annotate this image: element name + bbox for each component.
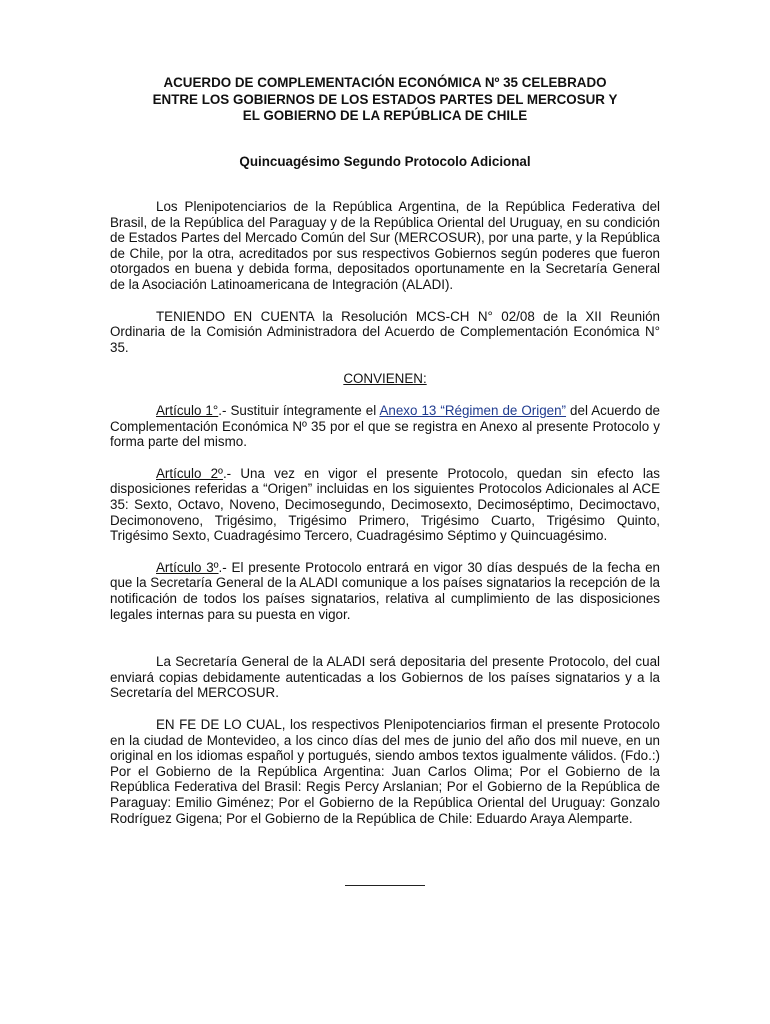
article-1-text-start: .- Sustituir íntegramente el (218, 403, 380, 419)
article-1-label: Artículo 1° (156, 403, 219, 419)
article-1-text-end: del Acuerdo de Complementación Económica Nº 35 por el que se registra en Anexo al presente Protocolo y forma parte del mismo. (110, 403, 661, 450)
article-1-paragraph (110, 403, 660, 450)
article-3-paragraph (110, 560, 660, 622)
article-2-paragraph (110, 466, 660, 544)
signature-paragraph: EN FE DE LO CUAL, los respectivos Plenipotenciarios firman el presente Protocolo en la ciudad de Montevideo, a los cinco días del mes de junio del año dos mil nueve, en un original en los idiomas español y portugués, siendo ambos textos igualmente válidos. (Fdo.:) Por el Gobierno de la República Argentina: Juan Carlos Olima; Por el Gobierno de la República Federativa del Brasil: Regis Percy Arslanian; Por el Gobierno de la República de Paraguay: Emilio Giménez; Por el Gobierno de la República Oriental del Uruguay: Gonzalo Rodríguez Gigena; Por el Gobierno de la República de Chile: Eduardo Araya Alemparte. (110, 716, 660, 826)
protocol-subtitle: Quincuagésimo Segundo Protocolo Adicional (239, 153, 531, 169)
article-2-text: .- Una vez en vigor el presente Protocolo, quedan sin efecto las disposiciones referidas a “Origen” incluidas en los siguientes Protocolos Adicionales al ACE 35: Sexto, Octavo, Noveno, Decimosegundo, Decimosexto, Decimoséptimo, Decimoctavo, Decimonoveno, Trigésimo, Trigésimo Primero, Trigésimo Cuarto, Trigésimo Quinto, Trigésimo Sexto, Cuadragésimo Tercero, Cuadragésimo Séptimo y Quincuagésimo. (110, 465, 660, 544)
end-rule (110, 874, 660, 890)
considering-paragraph: TENIENDO EN CUENTA la Resolución MCS-CH N° 02/08 de la XII Reunión Ordinaria de la Comisión Administradora del Acuerdo de Complementación Económica N° 35. (110, 308, 660, 355)
title-line: EL GOBIERNO DE LA REPÚBLICA DE CHILE (242, 108, 528, 123)
preamble-paragraph: Los Plenipotenciarios de la República Argentina, de la República Federativa del Brasil, de la República del Paraguay y de la República Oriental del Uruguay, en su condición de Estados Partes del Mercado Común del Sur (MERCOSUR), por una parte, y la República de Chile, por la otra, acreditados por sus respectivos Gobiernos según poderes que fueron otorgados en buena y debida forma, depositados oportunamente en la Secretaría General de la Asociación Latinoamericana de Integración (ALADI). (110, 199, 660, 293)
title-line: ACUERDO DE COMPLEMENTACIÓN ECONÓMICA Nº 35 CELEBRADO (163, 75, 607, 90)
article-3-text: .- El presente Protocolo entrará en vigor 30 días después de la fecha en que la Secretaría General de la ALADI comunique a los países signatarios la recepción de la notificación de todos los países signatarios, relativa al cumplimiento de las disposiciones legales internas para su puesta en vigor. (110, 559, 660, 622)
article-3-label: Artículo 3º (156, 559, 219, 575)
depositary-paragraph: La Secretaría General de la ALADI será depositaria del presente Protocolo, del cual enviará copias debidamente autenticadas a los Gobiernos de los países signatarios y a la Secretaría del MERCOSUR. (110, 654, 660, 701)
end-rule-line (345, 877, 425, 886)
document-page (110, 75, 660, 890)
article-2-label: Artículo 2º (156, 465, 223, 481)
title-line: ENTRE LOS GOBIERNOS DE LOS ESTADOS PARTES DEL MERCOSUR Y (152, 91, 618, 107)
annex-13-link[interactable]: Anexo 13 “Régimen de Origen” (379, 403, 567, 419)
agree-heading: CONVIENEN: (343, 371, 427, 387)
document-title (110, 75, 660, 125)
